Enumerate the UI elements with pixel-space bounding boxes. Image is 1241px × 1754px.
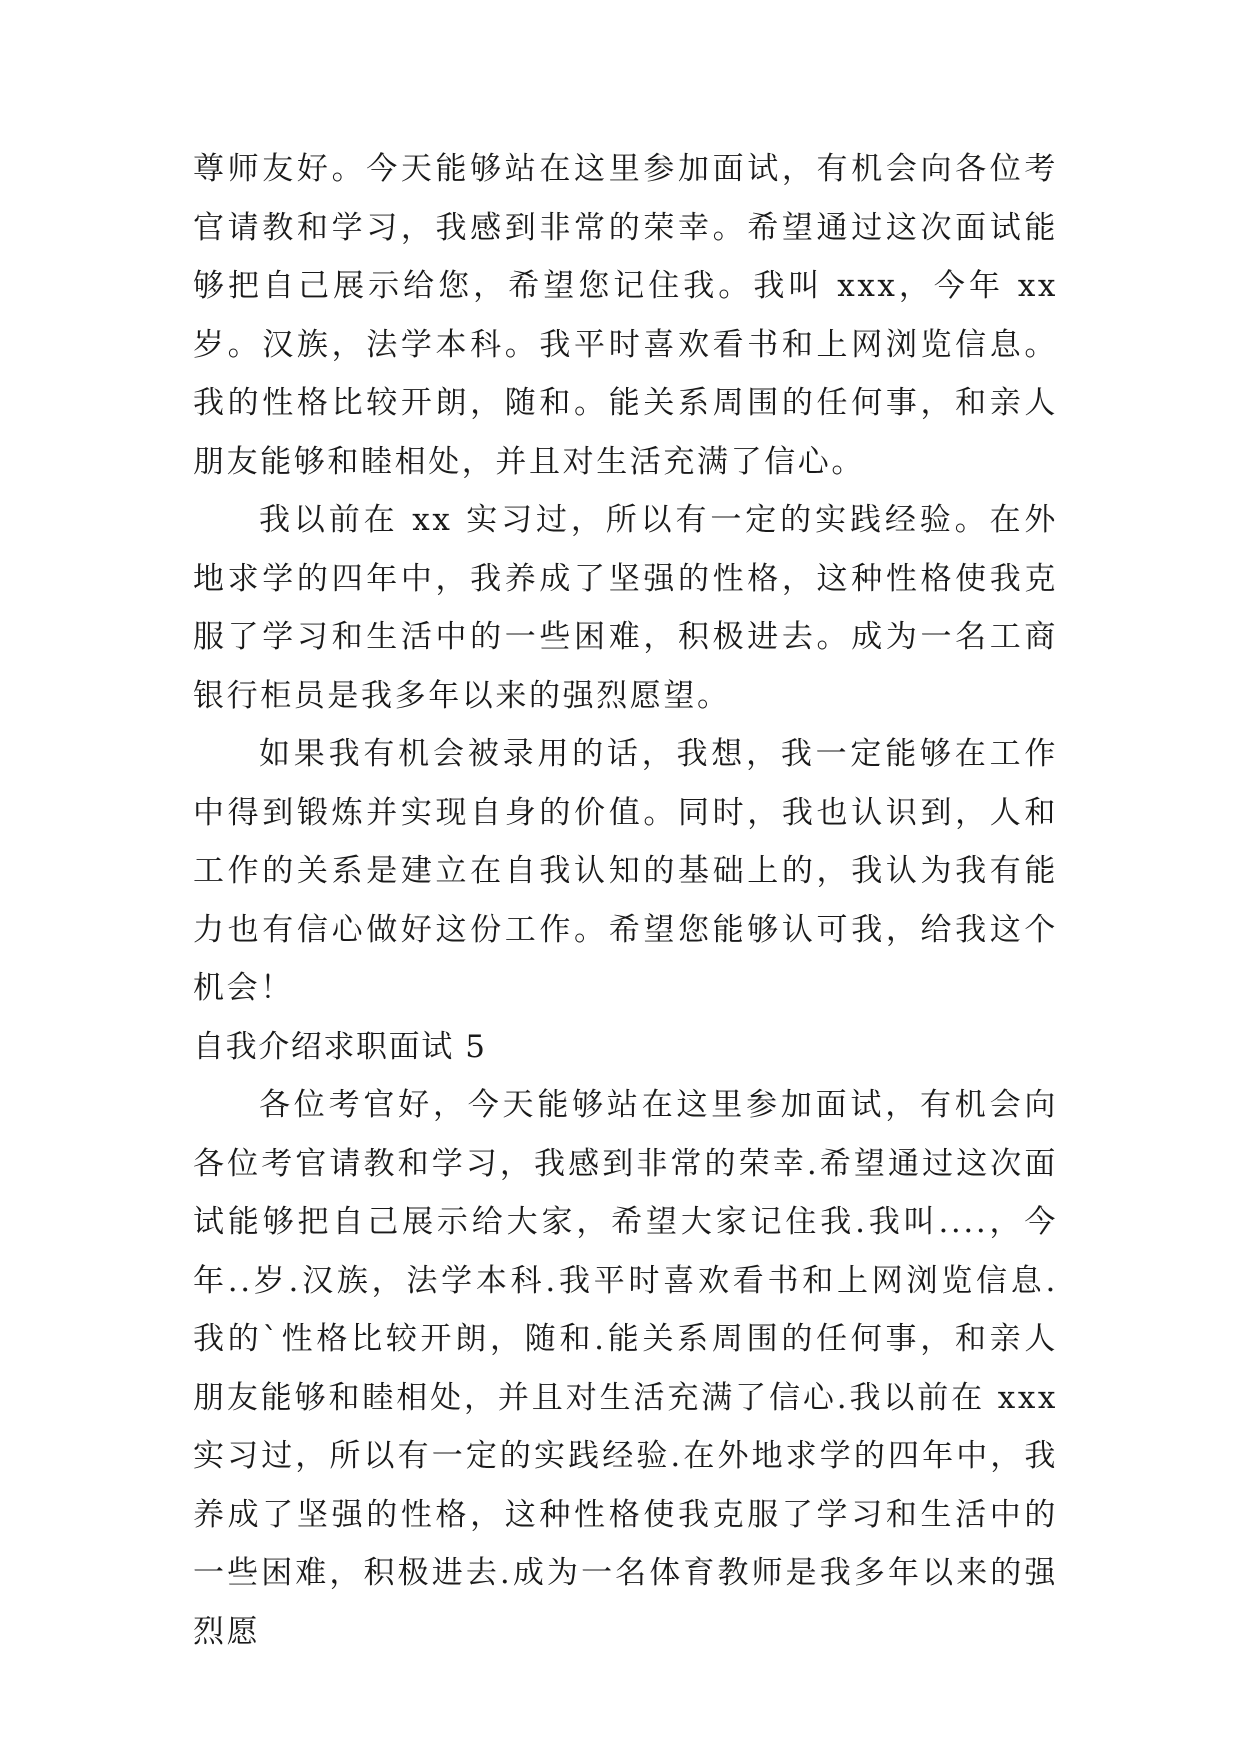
document-body: [193, 140, 1058, 1661]
paragraph-1: 尊师友好。今天能够站在这里参加面试，有机会向各位考官请教和学习，我感到非常的荣幸。希望通过这次面试能够把自己展示给您，希望您记住我。我叫 xxx，今年 xx 岁。汉族，法学本科。我平时喜欢看书和上网浏览信息。我的性格比较开朗，随和。能关系周围的任何事，和亲人朋友能够和睦相处，并且对生活充满了信心。: [193, 151, 1058, 480]
paragraph-3: 如果我有机会被录用的话，我想，我一定能够在工作中得到锻炼并实现自身的价值。同时，我也认识到，人和工作的关系是建立在自我认知的基础上的，我认为我有能力也有信心做好这份工作。希望您能够认可我，给我这个机会！: [193, 736, 1058, 1006]
paragraph-4: 各位考官好，今天能够站在这里参加面试，有机会向各位考官请教和学习，我感到非常的荣幸.希望通过这次面试能够把自己展示给大家，希望大家记住我.我叫....，今年..岁.汉族，法学本科.我平时喜欢看书和上网浏览信息.我的`性格比较开朗，随和.能关系周围的任何事，和亲人朋友能够和睦相处，并且对生活充满了信心.我以前在 xxx 实习过，所以有一定的实践经验.在外地求学的四年中，我养成了坚强的性格，这种性格使我克服了学习和生活中的一些困难，积极进去.成为一名体育教师是我多年以来的强烈愿: [193, 1087, 1058, 1650]
paragraph-2: 我以前在 xx 实习过，所以有一定的实践经验。在外地求学的四年中，我养成了坚强的性格，这种性格使我克服了学习和生活中的一些困难，积极进去。成为一名工商银行柜员是我多年以来的强烈愿望。: [193, 502, 1058, 714]
section-heading: 自我介绍求职面试 5: [193, 1028, 487, 1065]
